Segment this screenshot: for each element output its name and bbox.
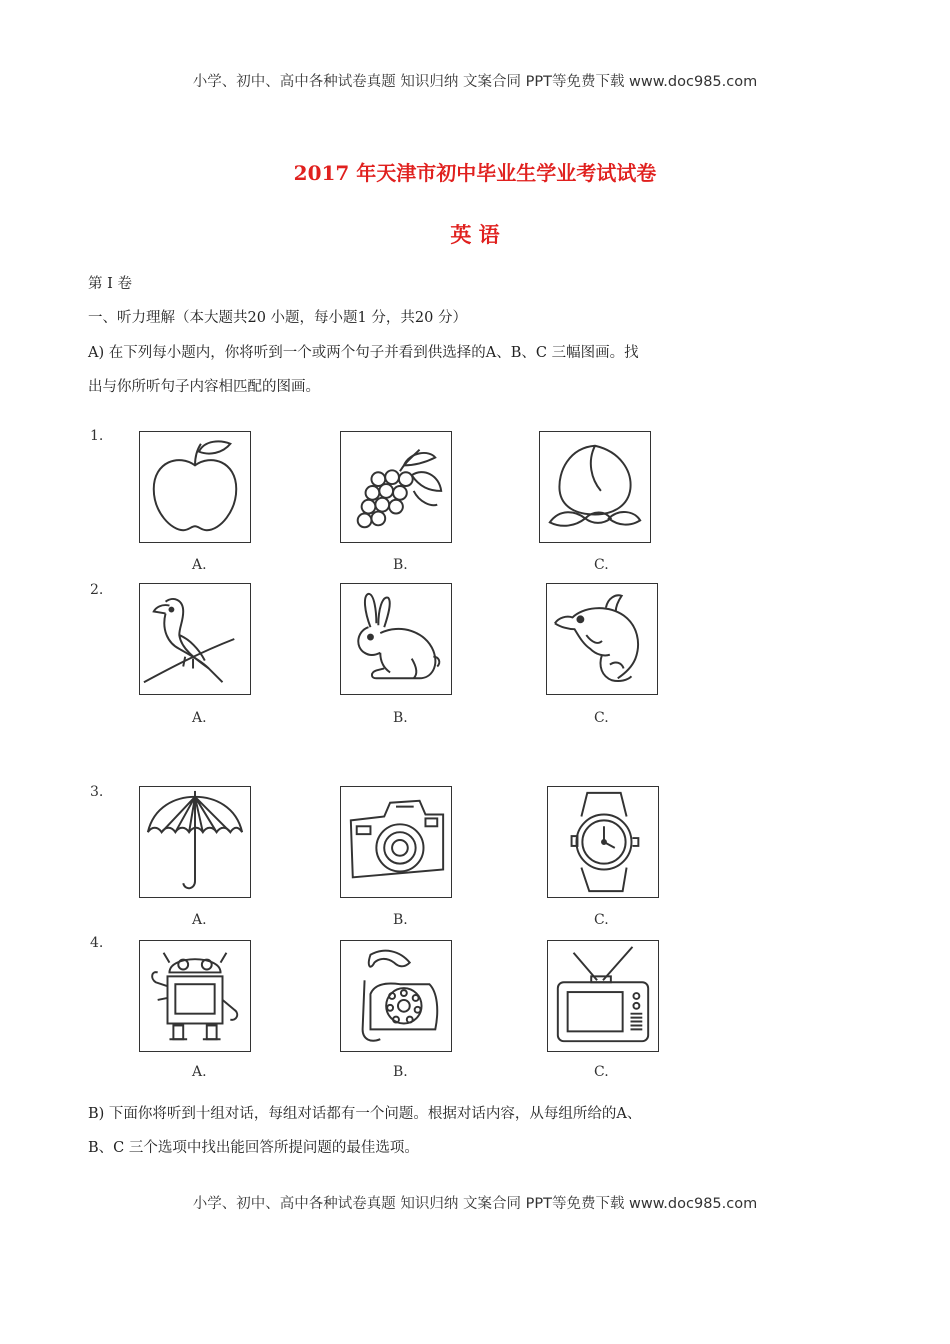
umbrella-icon bbox=[140, 787, 250, 897]
camera-icon bbox=[341, 787, 451, 897]
option-picture[interactable] bbox=[340, 786, 452, 898]
part-a-instruction-1: A) 在下列每小题内，你将听到一个或两个句子并看到供选择的A、B、C 三幅图画。找 bbox=[88, 345, 639, 361]
option-label: A. bbox=[192, 912, 207, 928]
bird-icon bbox=[140, 584, 250, 694]
option-label: C. bbox=[594, 912, 609, 928]
option-picture[interactable] bbox=[547, 786, 659, 898]
question-number: 2. bbox=[90, 582, 104, 598]
robot-icon bbox=[140, 941, 250, 1051]
peach-icon bbox=[540, 432, 650, 542]
option-picture[interactable] bbox=[340, 940, 452, 1052]
option-label: A. bbox=[192, 1064, 207, 1080]
page-header: 小学、初中、高中各种试卷真题 知识归纳 文案合同 PPT等免费下载 www.doc985.com bbox=[192, 74, 758, 90]
question-number: 4. bbox=[90, 935, 104, 951]
option-picture[interactable] bbox=[139, 583, 251, 695]
section-heading: 一、听力理解（本大题共20 小题，每小题1 分，共20 分） bbox=[88, 310, 467, 326]
option-label: C. bbox=[594, 710, 609, 726]
part-b-instruction-1: B) 下面你将听到十组对话，每组对话都有一个问题。根据对话内容，从每组所给的A、 bbox=[88, 1106, 642, 1122]
option-label: B. bbox=[393, 1064, 408, 1080]
option-label: B. bbox=[393, 912, 408, 928]
option-picture[interactable] bbox=[340, 583, 452, 695]
page-footer: 小学、初中、高中各种试卷真题 知识归纳 文案合同 PPT等免费下载 www.doc985.com bbox=[192, 1196, 758, 1212]
option-picture[interactable] bbox=[547, 940, 659, 1052]
question-number: 3. bbox=[90, 784, 104, 800]
option-label: B. bbox=[393, 710, 408, 726]
part-b-instruction-2: B、C 三个选项中找出能回答所提问题的最佳选项。 bbox=[88, 1140, 419, 1156]
grapes-icon bbox=[341, 432, 451, 542]
option-picture[interactable] bbox=[139, 940, 251, 1052]
tv-icon bbox=[548, 941, 658, 1051]
option-picture[interactable] bbox=[546, 583, 658, 695]
option-picture[interactable] bbox=[539, 431, 651, 543]
telephone-icon bbox=[341, 941, 451, 1051]
option-label: A. bbox=[192, 557, 207, 573]
option-picture[interactable] bbox=[139, 786, 251, 898]
question-number: 1. bbox=[90, 428, 104, 444]
watch-icon bbox=[548, 787, 658, 897]
subject-title: 英 语 bbox=[450, 222, 500, 247]
option-label: B. bbox=[393, 557, 408, 573]
rabbit-icon bbox=[341, 584, 451, 694]
dolphin-icon bbox=[547, 584, 657, 694]
option-label: A. bbox=[192, 710, 207, 726]
volume-label: 第 I 卷 bbox=[88, 276, 132, 292]
option-picture[interactable] bbox=[340, 431, 452, 543]
apple-icon bbox=[140, 432, 250, 542]
option-label: C. bbox=[594, 557, 609, 573]
option-picture[interactable] bbox=[139, 431, 251, 543]
option-label: C. bbox=[594, 1064, 609, 1080]
part-a-instruction-2: 出与你所听句子内容相匹配的图画。 bbox=[88, 379, 320, 395]
exam-title: 2017 年天津市初中毕业生学业考试试卷 bbox=[293, 161, 657, 185]
